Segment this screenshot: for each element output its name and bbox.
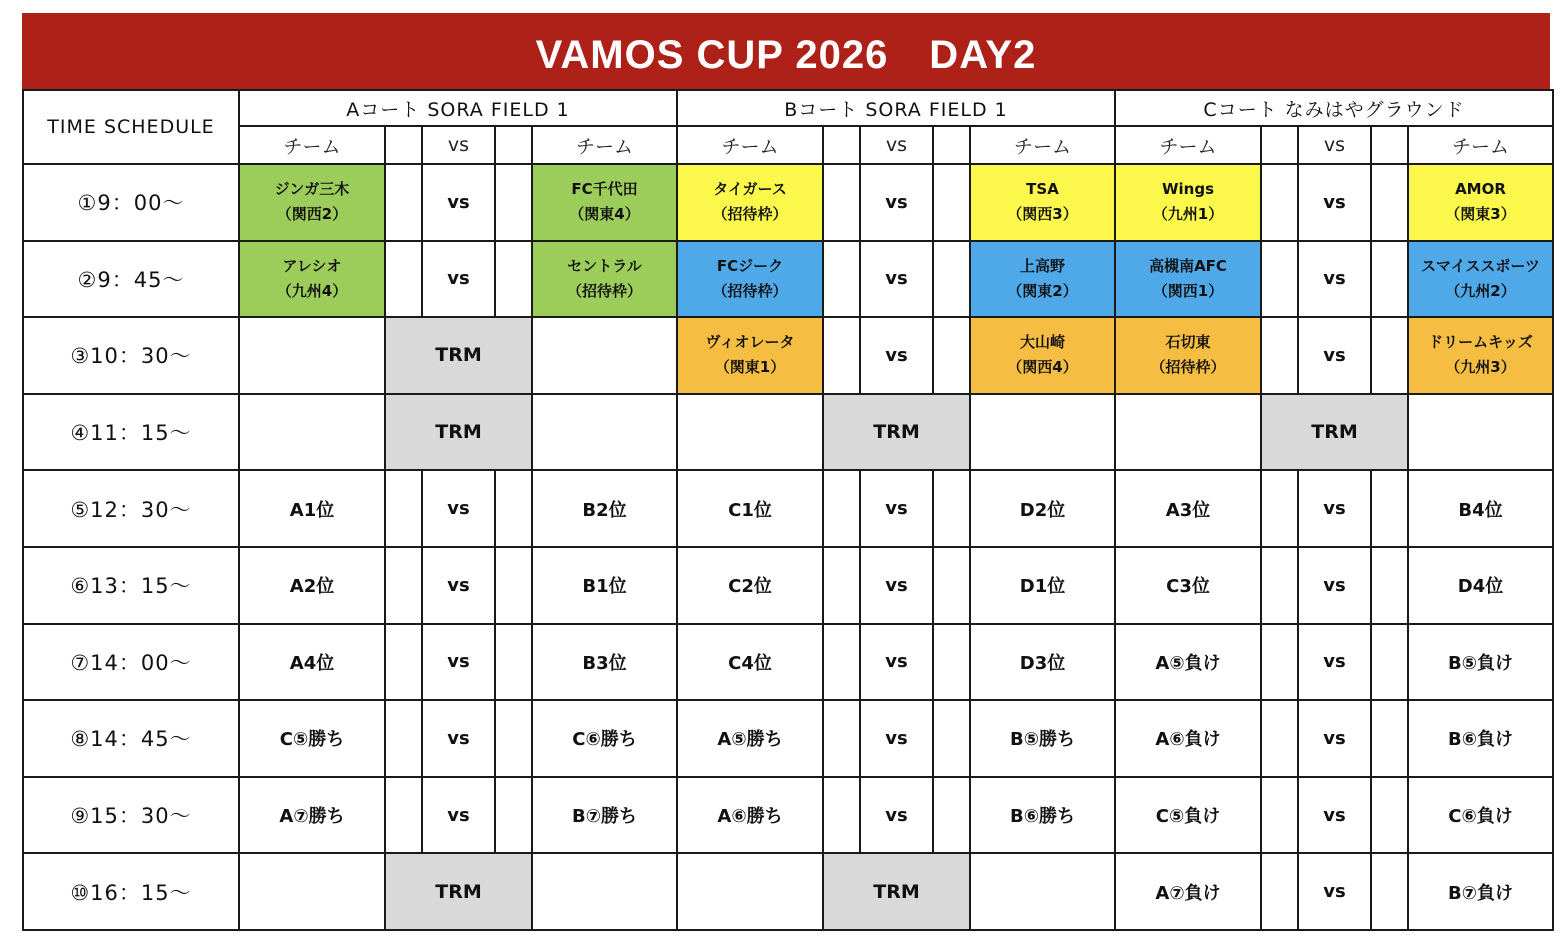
schedule-table xyxy=(22,89,1551,934)
spacer-cell xyxy=(1372,854,1409,931)
bracket-slot-cell: C⑥勝ち xyxy=(533,701,678,778)
spacer-cell xyxy=(1372,165,1409,242)
spacer-cell xyxy=(824,165,861,242)
page-title: VAMOS CUP 2026 DAY2 xyxy=(535,33,1037,77)
team-division: （関東1） xyxy=(714,358,786,377)
spacer-cell xyxy=(386,778,423,855)
empty-cell xyxy=(240,395,386,472)
spacer-cell xyxy=(496,701,533,778)
team-cell xyxy=(1409,165,1554,242)
bracket-slot-cell: B2位 xyxy=(533,471,678,548)
vs-label: vs xyxy=(861,548,934,625)
vs-label: vs xyxy=(423,548,496,625)
spacer-cell xyxy=(496,242,533,319)
spacer-cell xyxy=(1372,242,1409,319)
spacer-cell xyxy=(1372,127,1409,165)
team-cell xyxy=(240,165,386,242)
bracket-slot-cell: B⑤勝ち xyxy=(971,701,1116,778)
spacer-cell xyxy=(1372,318,1409,395)
spacer-cell xyxy=(1262,165,1299,242)
team-division: （関西1） xyxy=(1152,281,1224,300)
time-slot-label: ⑩16：15〜 xyxy=(22,854,240,931)
team-cell xyxy=(240,242,386,319)
bracket-slot-cell: C4位 xyxy=(678,625,824,702)
team-name: TSA xyxy=(1026,180,1059,199)
bracket-slot-cell: D2位 xyxy=(971,471,1116,548)
team-name: FC千代田 xyxy=(571,180,638,199)
empty-cell xyxy=(533,395,678,472)
team-cell xyxy=(1116,318,1262,395)
team-cell xyxy=(971,242,1116,319)
team-name: セントラル xyxy=(567,256,642,275)
team-name: 大山崎 xyxy=(1019,333,1065,352)
empty-cell xyxy=(240,854,386,931)
vs-label: vs xyxy=(1299,242,1372,319)
team-division: （招待枠） xyxy=(712,205,788,224)
vs-label: vs xyxy=(1299,548,1372,625)
spacer-cell xyxy=(386,127,423,165)
team-division: （関東3） xyxy=(1445,205,1516,224)
vs-label: vs xyxy=(1299,165,1372,242)
team-division: （関西2） xyxy=(276,205,348,224)
bracket-slot-cell: B1位 xyxy=(533,548,678,625)
bracket-slot-cell: A2位 xyxy=(240,548,386,625)
team-name: Wings xyxy=(1161,180,1215,199)
team-column-header: チーム xyxy=(1409,127,1554,165)
spacer-cell xyxy=(1262,318,1299,395)
time-slot-label: ⑤12：30〜 xyxy=(22,471,240,548)
court-header: Bコート SORA FIELD 1 xyxy=(678,89,1116,127)
trm-cell: TRM xyxy=(1262,395,1409,472)
spacer-cell xyxy=(496,471,533,548)
bracket-slot-cell: D4位 xyxy=(1409,548,1554,625)
vs-label: vs xyxy=(861,778,934,855)
vs-label: vs xyxy=(1299,625,1372,702)
trm-cell: TRM xyxy=(386,854,533,931)
empty-cell xyxy=(533,854,678,931)
spacer-cell xyxy=(496,625,533,702)
team-name: 上高野 xyxy=(1019,256,1065,275)
spacer-cell xyxy=(934,778,971,855)
bracket-slot-cell: C⑥負け xyxy=(1409,778,1554,855)
team-column-header: チーム xyxy=(240,127,386,165)
vs-label: vs xyxy=(423,471,496,548)
bracket-slot-cell: B⑦負け xyxy=(1409,854,1554,931)
spacer-cell xyxy=(934,318,971,395)
spacer-cell xyxy=(496,548,533,625)
vs-column-header: vs xyxy=(861,127,934,165)
vs-label: vs xyxy=(1299,318,1372,395)
vs-label: vs xyxy=(1299,854,1372,931)
empty-cell xyxy=(971,395,1116,472)
spacer-cell xyxy=(1372,701,1409,778)
spacer-cell xyxy=(1262,471,1299,548)
spacer-cell xyxy=(934,127,971,165)
spacer-cell xyxy=(934,701,971,778)
spacer-cell xyxy=(1262,778,1299,855)
bracket-slot-cell: C2位 xyxy=(678,548,824,625)
spacer-cell xyxy=(1372,548,1409,625)
empty-cell xyxy=(678,395,824,472)
spacer-cell xyxy=(496,127,533,165)
vs-label: vs xyxy=(861,318,934,395)
bracket-slot-cell: D3位 xyxy=(971,625,1116,702)
team-cell xyxy=(1116,165,1262,242)
bracket-slot-cell: A⑦勝ち xyxy=(240,778,386,855)
bracket-slot-cell: C⑤負け xyxy=(1116,778,1262,855)
vs-label: vs xyxy=(423,242,496,319)
time-slot-label: ⑨15：30〜 xyxy=(22,778,240,855)
spacer-cell xyxy=(934,242,971,319)
empty-cell xyxy=(1116,395,1262,472)
spacer-cell xyxy=(496,165,533,242)
spacer-cell xyxy=(1372,471,1409,548)
vs-label: vs xyxy=(861,625,934,702)
team-name: ヴィオレータ xyxy=(705,333,795,352)
empty-cell xyxy=(533,318,678,395)
bracket-slot-cell: B⑤負け xyxy=(1409,625,1554,702)
team-column-header: チーム xyxy=(1116,127,1262,165)
spacer-cell xyxy=(1262,242,1299,319)
team-division: （関東4） xyxy=(569,205,640,224)
vs-column-header: vs xyxy=(423,127,496,165)
spacer-cell xyxy=(824,318,861,395)
title-banner xyxy=(22,13,1550,90)
vs-column-header: vs xyxy=(1299,127,1372,165)
vs-label: vs xyxy=(423,778,496,855)
spacer-cell xyxy=(824,778,861,855)
team-cell xyxy=(1409,242,1554,319)
time-slot-label: ③10：30〜 xyxy=(22,318,240,395)
empty-cell xyxy=(240,318,386,395)
team-division: （招待枠） xyxy=(1150,358,1226,377)
team-name: タイガース xyxy=(713,180,787,199)
spacer-cell xyxy=(1372,778,1409,855)
vs-label: vs xyxy=(861,701,934,778)
team-name: アレシオ xyxy=(282,256,342,275)
time-slot-label: ⑦14：00〜 xyxy=(22,625,240,702)
vs-label: vs xyxy=(423,625,496,702)
spacer-cell xyxy=(1372,625,1409,702)
spacer-cell xyxy=(934,471,971,548)
time-slot-label: ②9：45〜 xyxy=(22,242,240,319)
team-cell xyxy=(1409,318,1554,395)
bracket-slot-cell: A1位 xyxy=(240,471,386,548)
court-header: Cコート なみはやグラウンド xyxy=(1116,89,1554,127)
spacer-cell xyxy=(496,778,533,855)
team-division: （関西3） xyxy=(1007,205,1078,224)
bracket-slot-cell: B3位 xyxy=(533,625,678,702)
spacer-cell xyxy=(934,625,971,702)
bracket-slot-cell: C3位 xyxy=(1116,548,1262,625)
team-division: （九州3） xyxy=(1445,358,1516,377)
team-cell xyxy=(971,318,1116,395)
time-schedule-header: TIME SCHEDULE xyxy=(22,89,240,165)
team-cell xyxy=(1116,242,1262,319)
trm-cell: TRM xyxy=(824,395,971,472)
spacer-cell xyxy=(386,701,423,778)
spacer-cell xyxy=(824,625,861,702)
team-name: ジンガ三木 xyxy=(274,180,350,199)
spacer-cell xyxy=(934,548,971,625)
team-name: スマイススポーツ xyxy=(1421,256,1540,275)
trm-cell: TRM xyxy=(824,854,971,931)
spacer-cell xyxy=(386,548,423,625)
spacer-cell xyxy=(1262,625,1299,702)
spacer-cell xyxy=(386,165,423,242)
spacer-cell xyxy=(934,165,971,242)
bracket-slot-cell: A4位 xyxy=(240,625,386,702)
team-cell xyxy=(678,165,824,242)
team-name: ドリームキッズ xyxy=(1428,333,1533,352)
empty-cell xyxy=(678,854,824,931)
bracket-slot-cell: D1位 xyxy=(971,548,1116,625)
vs-label: vs xyxy=(861,242,934,319)
time-slot-label: ④11：15〜 xyxy=(22,395,240,472)
team-name: 石切東 xyxy=(1165,333,1211,352)
bracket-slot-cell: A⑥勝ち xyxy=(678,778,824,855)
vs-label: vs xyxy=(1299,701,1372,778)
team-column-header: チーム xyxy=(971,127,1116,165)
team-division: （九州2） xyxy=(1445,281,1516,300)
spacer-cell xyxy=(386,471,423,548)
time-slot-label: ⑥13：15〜 xyxy=(22,548,240,625)
vs-label: vs xyxy=(861,165,934,242)
spacer-cell xyxy=(824,471,861,548)
team-name: AMOR xyxy=(1455,180,1506,199)
spacer-cell xyxy=(386,242,423,319)
team-column-header: チーム xyxy=(533,127,678,165)
team-division: （九州4） xyxy=(276,281,348,300)
bracket-slot-cell: B⑦勝ち xyxy=(533,778,678,855)
trm-cell: TRM xyxy=(386,318,533,395)
bracket-slot-cell: A3位 xyxy=(1116,471,1262,548)
empty-cell xyxy=(971,854,1116,931)
spacer-cell xyxy=(1262,548,1299,625)
team-division: （関西4） xyxy=(1007,358,1078,377)
team-cell xyxy=(678,318,824,395)
spacer-cell xyxy=(386,625,423,702)
spacer-cell xyxy=(824,701,861,778)
vs-label: vs xyxy=(1299,778,1372,855)
team-name: 高槻南AFC xyxy=(1149,256,1227,275)
bracket-slot-cell: C⑤勝ち xyxy=(240,701,386,778)
vs-label: vs xyxy=(423,165,496,242)
bracket-slot-cell: A⑥負け xyxy=(1116,701,1262,778)
spacer-cell xyxy=(1262,127,1299,165)
empty-cell xyxy=(1409,395,1554,472)
spacer-cell xyxy=(824,127,861,165)
team-division: （招待枠） xyxy=(566,281,642,300)
team-cell xyxy=(533,242,678,319)
team-cell xyxy=(533,165,678,242)
court-header: Aコート SORA FIELD 1 xyxy=(240,89,678,127)
spacer-cell xyxy=(1262,854,1299,931)
spacer-cell xyxy=(1262,701,1299,778)
vs-label: vs xyxy=(861,471,934,548)
team-division: （九州1） xyxy=(1152,205,1224,224)
time-slot-label: ①9：00〜 xyxy=(22,165,240,242)
bracket-slot-cell: B4位 xyxy=(1409,471,1554,548)
team-column-header: チーム xyxy=(678,127,824,165)
team-division: （招待枠） xyxy=(712,281,788,300)
vs-label: vs xyxy=(1299,471,1372,548)
spacer-cell xyxy=(824,242,861,319)
bracket-slot-cell: C1位 xyxy=(678,471,824,548)
bracket-slot-cell: A⑤勝ち xyxy=(678,701,824,778)
bracket-slot-cell: A⑦負け xyxy=(1116,854,1262,931)
time-slot-label: ⑧14：45〜 xyxy=(22,701,240,778)
spacer-cell xyxy=(824,548,861,625)
team-division: （関東2） xyxy=(1007,281,1078,300)
vs-label: vs xyxy=(423,701,496,778)
team-cell xyxy=(971,165,1116,242)
bracket-slot-cell: B⑥負け xyxy=(1409,701,1554,778)
bracket-slot-cell: A⑤負け xyxy=(1116,625,1262,702)
bracket-slot-cell: B⑥勝ち xyxy=(971,778,1116,855)
team-name: FCジーク xyxy=(716,256,784,275)
team-cell xyxy=(678,242,824,319)
trm-cell: TRM xyxy=(386,395,533,472)
